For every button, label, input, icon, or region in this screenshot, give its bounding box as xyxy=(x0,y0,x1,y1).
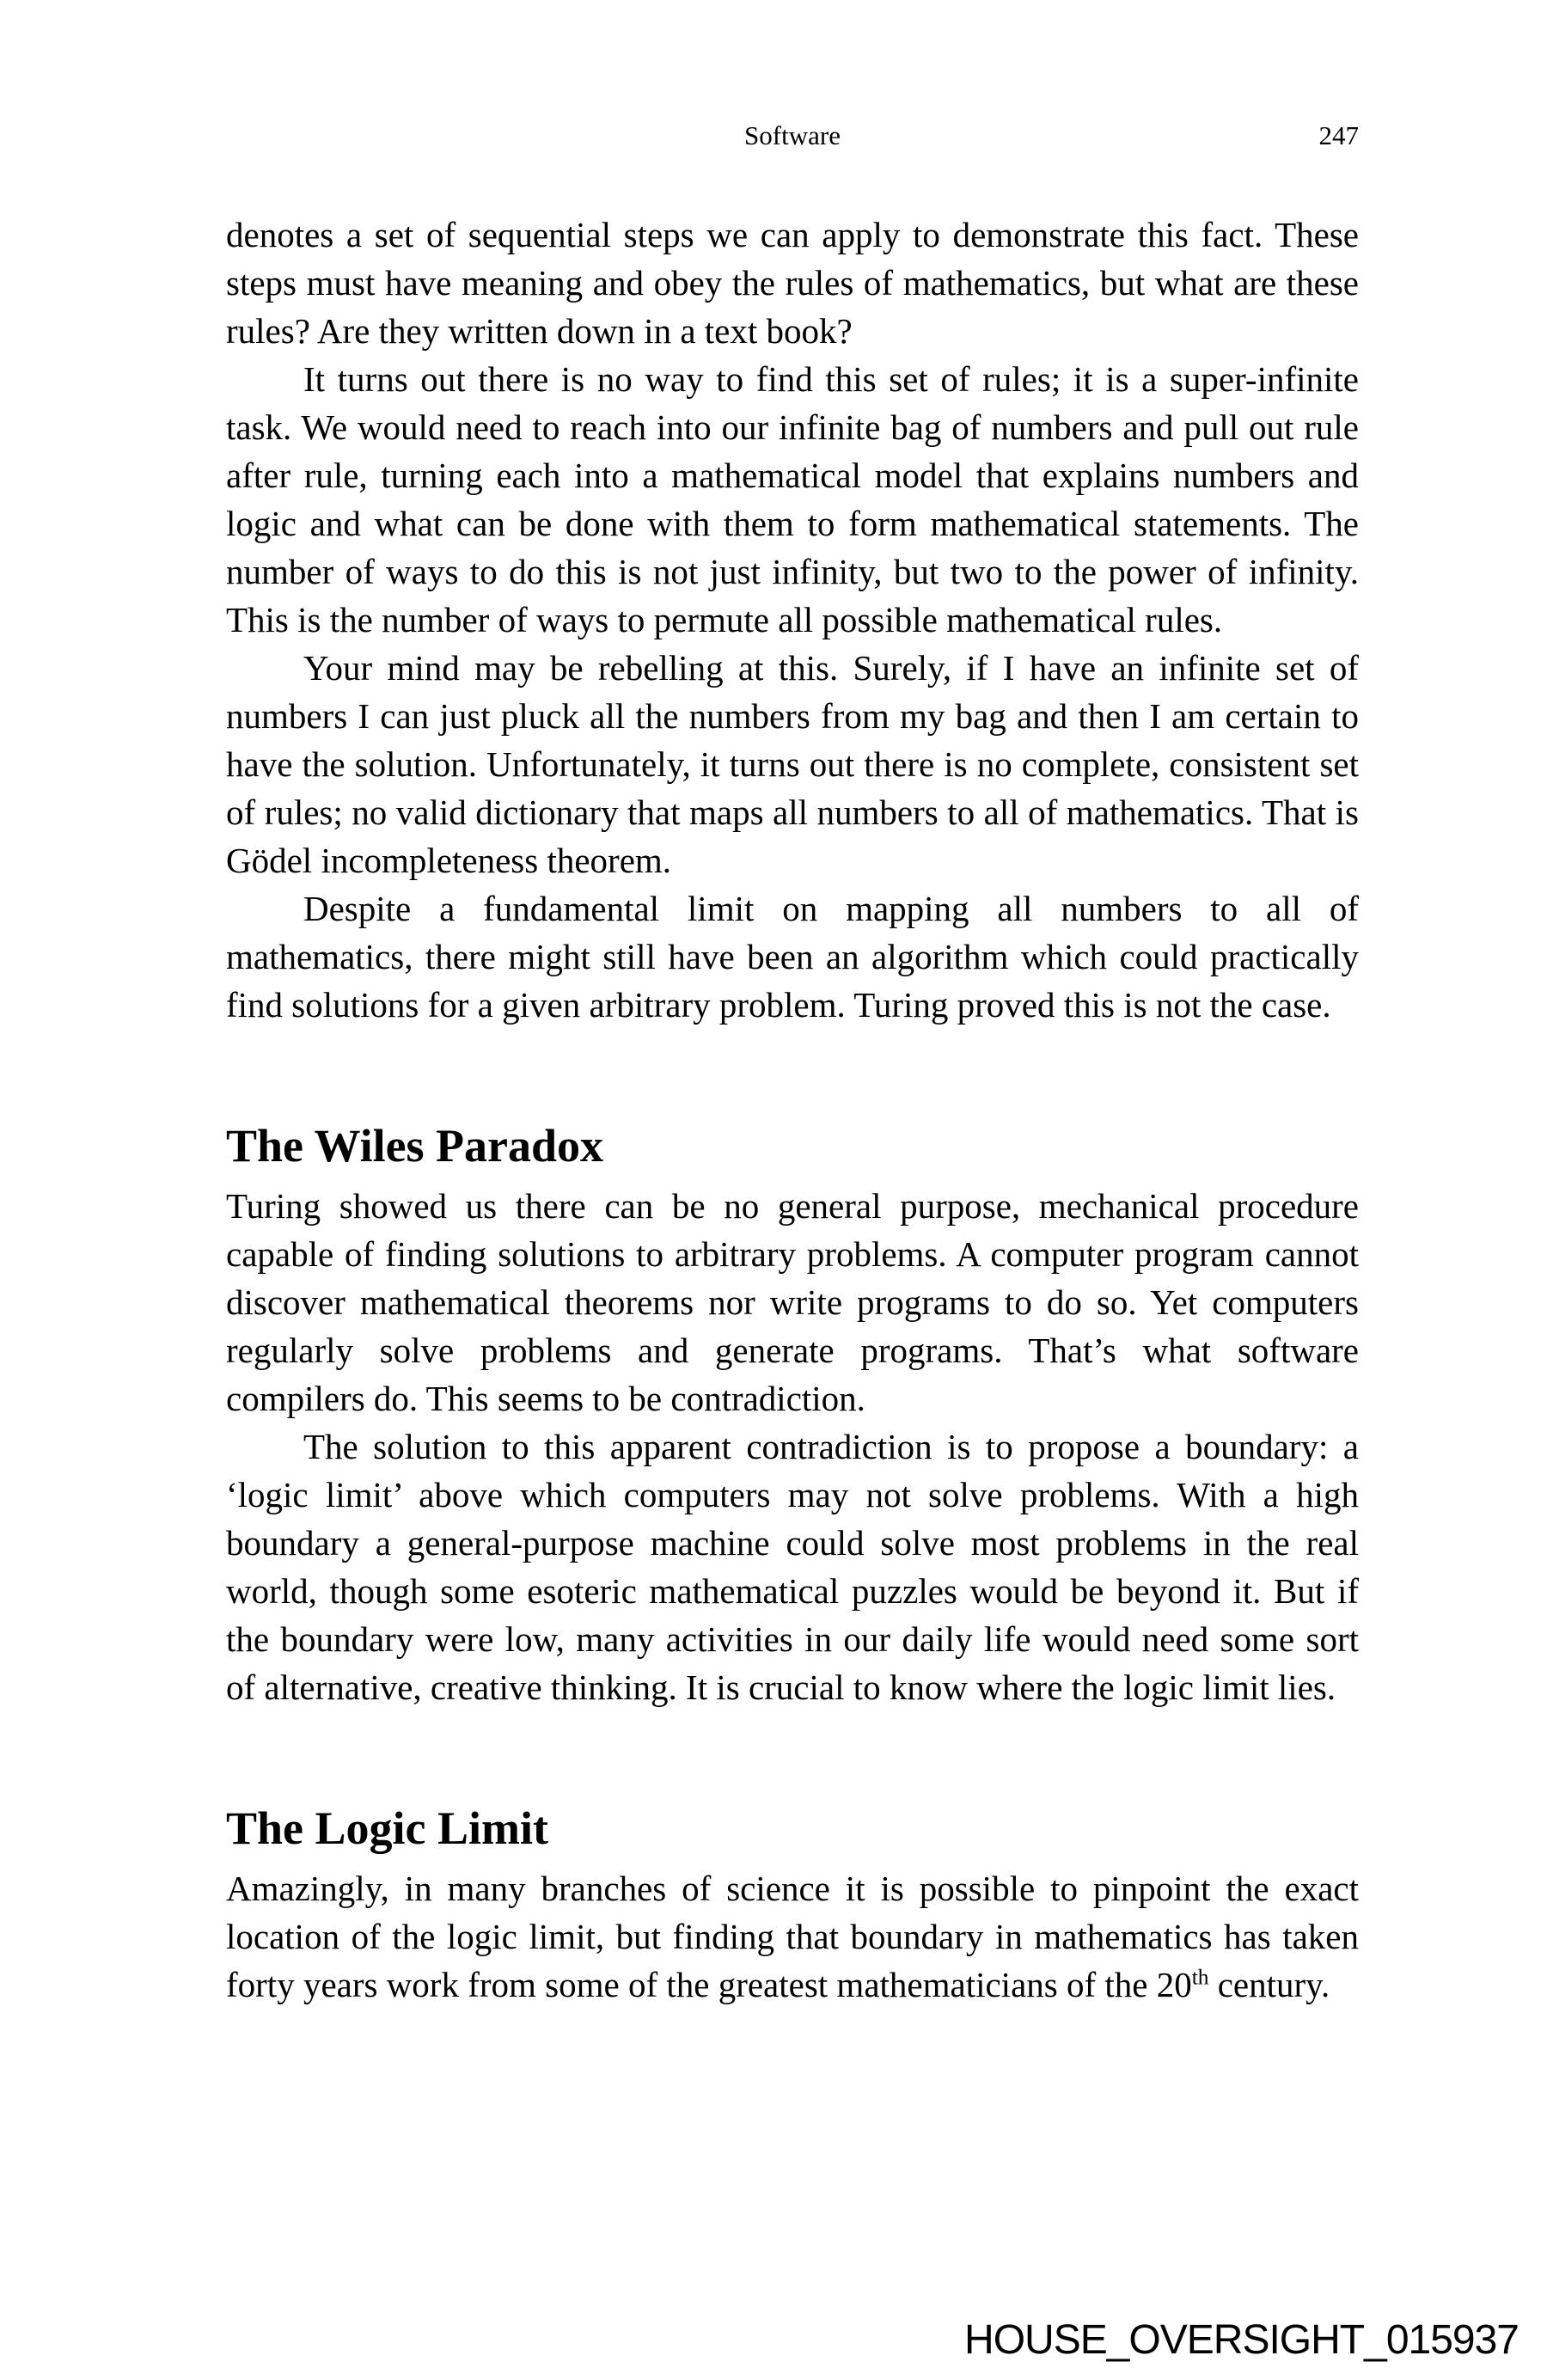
section-heading-logic-limit: The Logic Limit xyxy=(226,1802,548,1854)
paragraph-1: denotes a set of sequential steps we can apply to demonstrate this fact. These steps must have meaning and obey the rules of mathematics, but what are these rules? Are they written down in a text book? xyxy=(226,215,1359,351)
paragraph-4: Despite a fundamental limit on mapping all numbers to all of mathematics, there might still have been an algorithm which could practically find solutions for a given arbitrary problem. Turing proved this is not the case. xyxy=(226,889,1359,1025)
paragraph-3: Your mind may be rebelling at this. Surely, if I have an infinite set of numbers I can just pluck all the numbers from my bag and then I am certain to have the solution. Unfortunately, it turns out there is no complete, consistent set of rules; no valid dictionary that maps all numbers to all of mathematics. That is Gödel incompleteness theorem. xyxy=(226,648,1359,880)
running-head xyxy=(226,119,1359,153)
section-heading-wiles-paradox: The Wiles Paradox xyxy=(226,1120,604,1172)
paragraph-6: The solution to this apparent contradiction is to propose a boundary: a ‘logic limit’ above which computers may not solve problems. With a high boundary a general-purpose machine could solve most problems in the real world, though some esoteric mathematical puzzles would be beyond it. But if the boundary were low, many activities in our daily life would need some sort of alternative, creative thinking. It is crucial to know where the logic limit lies. xyxy=(226,1427,1359,1707)
page-number: 247 xyxy=(1318,120,1359,150)
paragraph-7 xyxy=(226,1864,1359,2009)
running-title: Software xyxy=(744,120,841,150)
paragraph-7-number: 20 xyxy=(1156,1965,1192,2004)
paragraph-7-text: Amazingly, in many branches of science it is possible to pinpoint the exact location of the logic limit, but finding that boundary in mathematics has taken forty years work from some of the greatest mathematicians of the xyxy=(226,1869,1359,2004)
paragraph-2: It turns out there is no way to find this set of rules; it is a super-infinite task. We would need to reach into our infinite bag of numbers and pull out rule after rule, turning each into a mathematical model that explains numbers and logic and what can be done with them to form mathematical statements. The number of ways to do this is not just infinity, but two to the power of infinity. This is the number of ways to permute all possible mathematical rules. xyxy=(226,359,1359,639)
body-text xyxy=(226,211,1359,2009)
paragraph-7-superscript: th xyxy=(1191,1965,1209,1990)
page-content xyxy=(226,119,1359,2009)
paragraph-5: Turing showed us there can be no general purpose, mechanical procedure capable of finding solutions to arbitrary problems. A computer program cannot discover mathematical theorems nor write programs to do so. Yet computers regularly solve problems and generate programs. That’s what software compilers do. This seems to be contradiction. xyxy=(226,1186,1359,1418)
bates-stamp: HOUSE_OVERSIGHT_015937 xyxy=(964,2317,1519,2363)
paragraph-7-tail: century. xyxy=(1208,1965,1330,2004)
